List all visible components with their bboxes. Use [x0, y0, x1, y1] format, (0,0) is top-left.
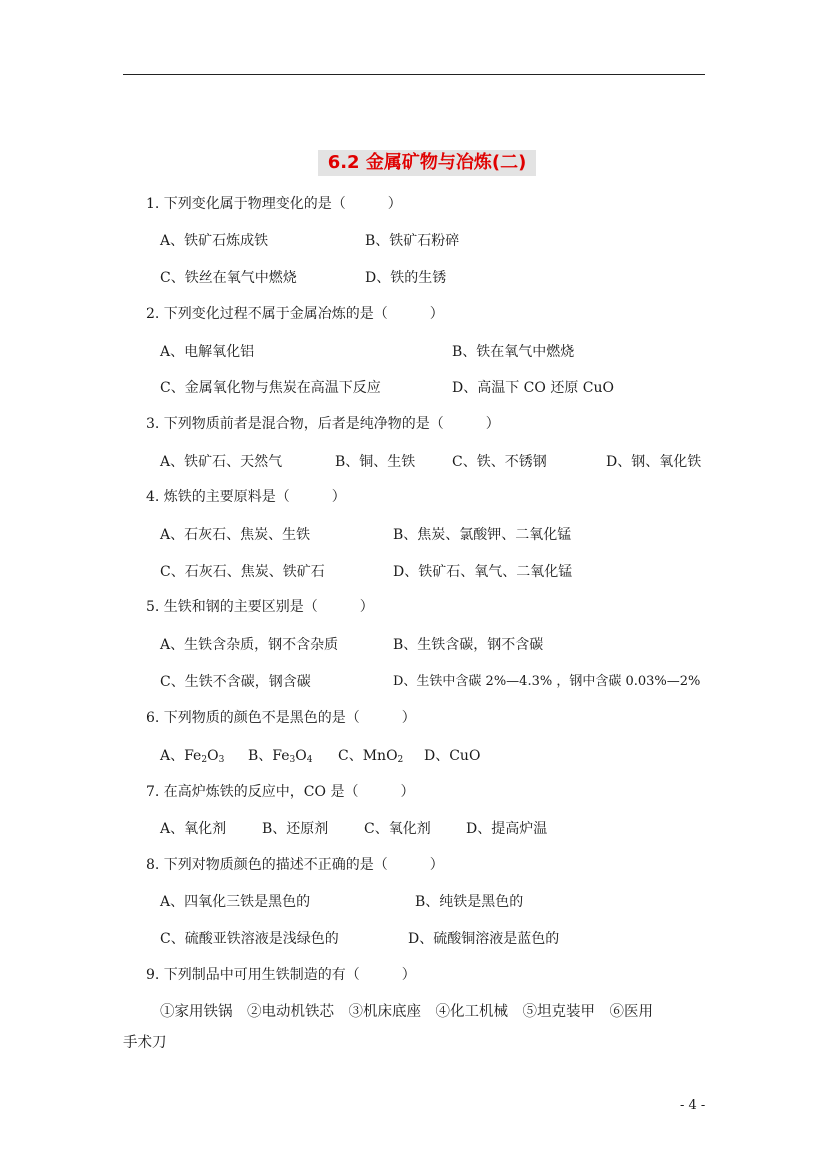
question-1-option-c: C、铁丝在氧气中燃烧: [160, 270, 297, 286]
question-4-option-c: C、石灰石、焦炭、铁矿石: [160, 564, 325, 580]
question-2-option-d: D、高温下 CO 还原 CuO: [452, 380, 614, 396]
question-4-option-b: B、焦炭、氯酸钾、二氧化锰: [393, 527, 572, 543]
formula-text: B、Fe: [248, 748, 290, 764]
question-9-items: ①家用铁锅 ②电动机铁芯 ③机床底座 ④化工机械 ⑤坦克装甲 ⑥医用: [160, 1004, 653, 1020]
question-6-option-c: [338, 746, 403, 766]
question-2-stem: 2. 下列变化过程不属于金属冶炼的是（ ）: [146, 306, 444, 322]
formula-text: D、CuO: [424, 748, 481, 764]
question-6-stem: 6. 下列物质的颜色不是黑色的是（ ）: [146, 710, 416, 726]
question-8-option-d: D、硫酸铜溶液是蓝色的: [408, 931, 560, 947]
formula-text: O: [207, 748, 219, 764]
question-3-option-b: B、铜、生铁: [335, 454, 416, 470]
question-5-option-a: A、生铁含杂质，钢不含杂质: [160, 637, 339, 653]
question-2-option-b: B、铁在氧气中燃烧: [452, 344, 575, 360]
question-2-option-c: C、金属氧化物与焦炭在高温下反应: [160, 380, 381, 396]
question-1-stem: 1. 下列变化属于物理变化的是（ ）: [146, 196, 402, 212]
question-7-option-d: D、提高炉温: [466, 821, 548, 837]
question-1-option-a: A、铁矿石炼成铁: [160, 233, 269, 249]
question-6-option-a: [160, 746, 224, 766]
question-5-option-d: D、生铁中含碳 2%—4.3% ，钢中含碳 0.03%—2%: [393, 674, 701, 689]
formula-subscript: 2: [397, 755, 404, 765]
formula-subscript: 3: [289, 755, 296, 765]
question-1-option-b: B、铁矿石粉碎: [365, 233, 460, 249]
question-4-option-d: D、铁矿石、氧气、二氧化锰: [393, 564, 573, 580]
question-5-stem: 5. 生铁和钢的主要区别是（ ）: [146, 599, 374, 615]
formula-text: C、MnO: [338, 748, 398, 764]
formula-subscript: 3: [218, 755, 225, 765]
formula-text: A、Fe: [160, 748, 202, 764]
header-rule: [123, 74, 705, 75]
question-5-option-b: B、生铁含碳，钢不含碳: [393, 637, 544, 653]
question-8-option-c: C、硫酸亚铁溶液是浅绿色的: [160, 931, 339, 947]
question-5-option-c: C、生铁不含碳，钢含碳: [160, 674, 311, 690]
question-3-option-d: D、钢、氧化铁: [606, 454, 702, 470]
question-8-option-b: B、纯铁是黑色的: [415, 894, 524, 910]
question-3-stem: 3. 下列物质前者是混合物，后者是纯净物的是（ ）: [146, 416, 500, 432]
question-6-option-d: [424, 746, 480, 766]
question-6-option-b: [248, 746, 312, 766]
page-number: - 4 -: [680, 1098, 706, 1113]
question-4-stem: 4. 炼铁的主要原料是（ ）: [146, 489, 346, 505]
question-7-option-b: B、还原剂: [262, 821, 329, 837]
question-8-stem: 8. 下列对物质颜色的描述不正确的是（ ）: [146, 857, 444, 873]
formula-subscript: 4: [306, 755, 313, 765]
question-8-option-a: A、四氧化三铁是黑色的: [160, 894, 311, 910]
question-7-option-a: A、氧化剂: [160, 821, 227, 837]
formula-text: O: [295, 748, 307, 764]
question-2-option-a: A、电解氧化铝: [160, 344, 255, 360]
question-4-option-a: A、石灰石、焦炭、生铁: [160, 527, 311, 543]
question-7-stem: 7. 在高炉炼铁的反应中，CO 是（ ）: [146, 784, 415, 800]
page-title: 6.2 金属矿物与冶炼(二): [318, 150, 536, 176]
question-3-option-a: A、铁矿石、天然气: [160, 454, 283, 470]
question-1-option-d: D、铁的生锈: [365, 270, 447, 286]
question-9-stem: 9. 下列制品中可用生铁制造的有（ ）: [146, 967, 416, 983]
question-7-option-c: C、氧化剂: [364, 821, 431, 837]
question-9-items-wrap: 手术刀: [123, 1035, 167, 1051]
question-3-option-c: C、铁、不锈钢: [452, 454, 547, 470]
formula-subscript: 2: [201, 755, 208, 765]
